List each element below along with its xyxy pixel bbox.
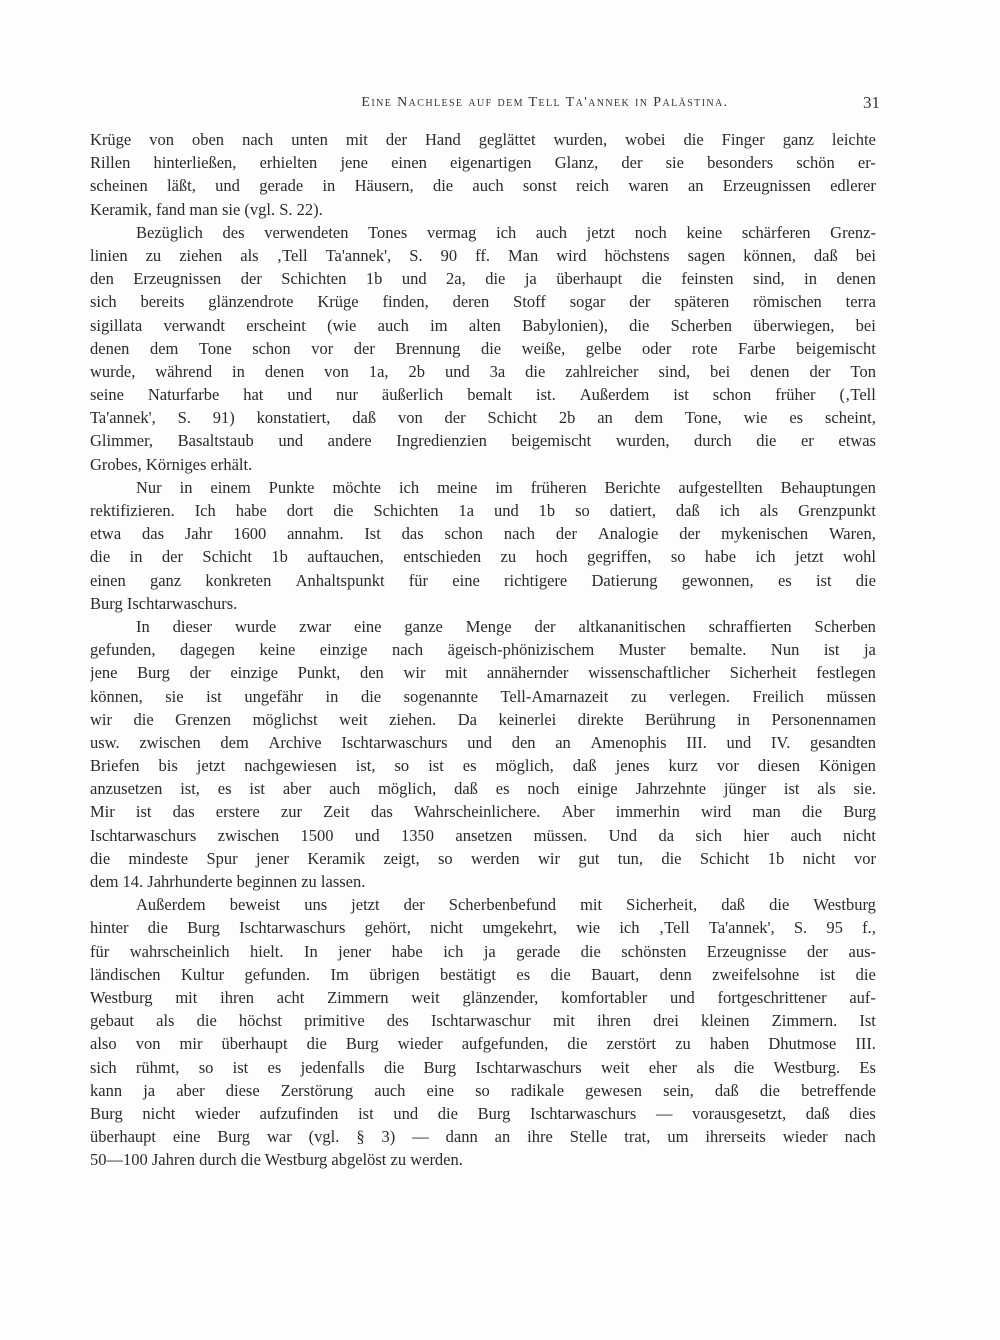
text-line: Rillen hinterließen, erhielten jene einen eigenartigen Glanz, der sie besonders schön er- bbox=[90, 153, 876, 173]
text-line: Krüge von oben nach unten mit der Hand geglättet wurden, wobei die Finger ganz leichte bbox=[90, 130, 876, 149]
text-line: 50—100 Jahren durch die Westburg abgelöst zu werden. bbox=[90, 1150, 463, 1170]
text-line: gefunden, dagegen keine einzige nach ägeisch-phönizischem Muster bemalte. Nun ist ja bbox=[90, 640, 876, 660]
text-line: scheinen läßt, und gerade in Häusern, die auch sonst reich waren an Erzeugnissen edlerer bbox=[90, 176, 876, 196]
text-line: einen ganz konkreten Anhaltspunkt für eine richtigere Datierung gewonnen, es ist die bbox=[90, 570, 876, 590]
text-line: Keramik, fand man sie (vgl. S. 22). bbox=[90, 199, 323, 219]
text-line: sich bereits glänzendrote Krüge finden, deren Stoff sogar der späteren römischen terra bbox=[90, 292, 876, 312]
text-line: gebaut als die höchst primitive des Ischtarwaschur mit ihren drei kleinen Zimmern. Ist bbox=[90, 1011, 876, 1031]
text-line: für wahrscheinlich hielt. In jener habe ich ja gerade die schönsten Erzeugnisse der aus- bbox=[90, 941, 876, 961]
text-line: Grobes, Körniges erhält. bbox=[90, 454, 253, 474]
text-line: Bezüglich des verwendeten Tones vermag ich auch jetzt noch keine schärferen Grenz- bbox=[136, 222, 876, 242]
text-line: Westburg mit ihren acht Zimmern weit glänzender, komfortabler und fortgeschrittener auf- bbox=[90, 987, 876, 1007]
text-line: können, sie ist ungefähr in die sogenannte Tell-Amarnazeit zu verlegen. Freilich müssen bbox=[90, 686, 876, 706]
text-line: usw. zwischen dem Archive Ischtarwaschurs und den an Amenophis III. und IV. gesandten bbox=[90, 732, 876, 752]
running-header bbox=[90, 95, 880, 111]
text-line: etwa das Jahr 1600 annahm. Ist das schon nach der Analogie der mykenischen Waren, bbox=[90, 524, 876, 544]
text-line: seine Naturfarbe hat und nur äußerlich bemalt ist. Außerdem ist schon früher (‚Tell bbox=[90, 385, 876, 405]
text-line: kann ja aber diese Zerstörung auch eine so radikale gewesen sein, daß die betreffende bbox=[90, 1080, 876, 1100]
text-line: sich rühmt, so ist es jedenfalls die Burg Ischtarwaschurs weit eher als die Westburg. Es bbox=[90, 1057, 876, 1077]
text-line: Nur in einem Punkte möchte ich meine im früheren Berichte aufgestellten Behauptungen bbox=[136, 477, 876, 497]
text-line: überhaupt eine Burg war (vgl. § 3) — dann an ihre Stelle trat, um ihrerseits wieder nach bbox=[90, 1127, 876, 1147]
text-line: ländischen Kultur gefunden. Im übrigen bestätigt es die Bauart, denn zweifelsohne ist die bbox=[90, 964, 876, 984]
text-line: Burg Ischtarwaschurs. bbox=[90, 593, 238, 613]
text-line: anzusetzen ist, es ist aber auch möglich, daß es noch einige Jahrzehnte jünger ist als sie. bbox=[90, 779, 876, 799]
text-line: die mindeste Spur jener Keramik zeigt, so werden wir gut tun, die Schicht 1b nicht vor bbox=[90, 848, 876, 868]
text-line: linien zu ziehen als ‚Tell Ta'annek', S. 90 ff. Man wird höchstens sagen können, daß bei bbox=[90, 245, 876, 265]
page-number: 31 bbox=[863, 93, 880, 112]
text-line: jene Burg der einzige Punkt, den wir mit annähernder wissenschaftlicher Sicherheit festlegen bbox=[90, 663, 876, 683]
text-line: den Erzeugnissen der Schichten 1b und 2a, die ja überhaupt die feinsten sind, in denen bbox=[90, 269, 876, 289]
text-line: denen dem Tone schon vor der Brennung die weiße, gelbe oder rote Farbe beigemischt bbox=[90, 338, 876, 358]
text-line: sigillata verwandt erscheint (wie auch im alten Babylonien), die Scherben überwiegen, bei bbox=[90, 315, 876, 335]
text-line: Ischtarwaschurs zwischen 1500 und 1350 ansetzen müssen. Und da sich hier auch nicht bbox=[90, 825, 876, 845]
text-line: Briefen bis jetzt nachgewiesen ist, so ist es möglich, daß jenes kurz vor diesen Königen bbox=[90, 756, 876, 776]
text-line: In dieser wurde zwar eine ganze Menge der altkananitischen schraffierten Scherben bbox=[136, 616, 876, 636]
text-line: rektifizieren. Ich habe dort die Schichten 1a und 1b so datiert, daß ich als Grenzpunkt bbox=[90, 501, 876, 520]
running-header-title: Eine Nachlese auf dem Tell Ta'annek in Palästina. bbox=[361, 95, 729, 110]
text-line: Glimmer, Basaltstaub und andere Ingredienzien beigemischt wurden, durch die er etwas bbox=[90, 431, 876, 451]
paragraph bbox=[90, 221, 876, 476]
paragraph bbox=[90, 615, 876, 893]
text-line: dem 14. Jahrhunderte beginnen zu lassen. bbox=[90, 872, 366, 891]
paragraph bbox=[90, 476, 876, 615]
text-line: Mir ist das erstere zur Zeit das Wahrscheinlichere. Aber immerhin wird man die Burg bbox=[90, 802, 876, 822]
text-line: wir die Grenzen möglichst weit ziehen. Da keinerlei direkte Berührung in Personennamen bbox=[90, 709, 876, 729]
text-line: also von mir überhaupt die Burg wieder aufgefunden, die zerstört zu haben Dhutmose III. bbox=[90, 1034, 876, 1054]
paragraph bbox=[90, 128, 876, 221]
text-line: hinter die Burg Ischtarwaschurs gehört, nicht umgekehrt, wie ich ‚Tell Ta'annek', S. 95 f., bbox=[90, 918, 876, 938]
text-line: Burg nicht wieder aufzufinden ist und die Burg Ischtarwaschurs — vorausgesetzt, daß dies bbox=[90, 1103, 876, 1123]
text-line: wurde, während in denen von 1a, 2b und 3a die zahlreicher sind, bei denen der Ton bbox=[90, 361, 876, 381]
page-body bbox=[90, 128, 876, 1171]
text-line: die in der Schicht 1b auftauchen, entschieden zu hoch gegriffen, so habe ich jetzt wohl bbox=[90, 547, 876, 567]
paragraph bbox=[90, 893, 876, 1171]
text-line: Ta'annek', S. 91) konstatiert, daß von der Schicht 2b an dem Tone, wie es scheint, bbox=[90, 408, 876, 428]
text-line: Außerdem beweist uns jetzt der Scherbenbefund mit Sicherheit, daß die Westburg bbox=[136, 895, 876, 915]
